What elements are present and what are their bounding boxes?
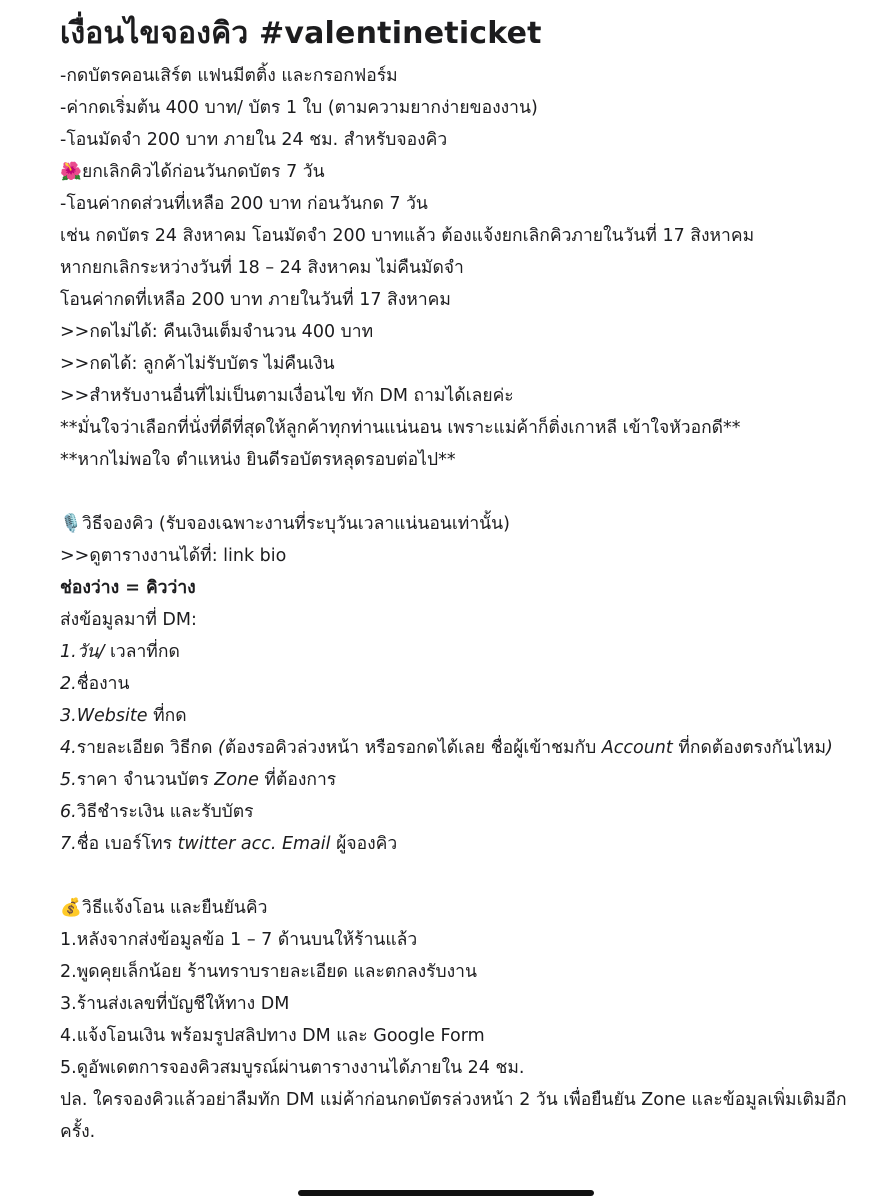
cancel-line: >>สำหรับงานอื่นที่ไม่เป็นตามเงื่อนไข ทัก DM ถามได้เลยค่ะ <box>60 386 514 406</box>
booking-item-text: เวลาที่กด <box>109 642 180 662</box>
microphone-icon: 🎙️ <box>60 514 82 534</box>
cancel-line: **มั่นใจว่าเลือกที่นั่งที่ดีที่สุดให้ลูกค้าทุกท่านแน่นอน เพราะแม่ค้าก็ติ่งเกาหลี เข้าใจหัวอกดี** <box>60 418 741 438</box>
booking-item <box>60 668 853 700</box>
cancel-line: หากยกเลิกระหว่างวันที่ 18 – 24 สิงหาคม ไม่คืนมัดจำ <box>60 258 464 278</box>
booking-item-text: ที่กดต้องตรงกันไหม <box>672 738 826 758</box>
cancel-heading: ยกเลิกคิวได้ก่อนวันกดบัตร 7 วัน <box>82 162 325 182</box>
booking-item-text: ราคา จำนวนบัตร <box>76 770 215 790</box>
booking-heading-line <box>60 508 853 540</box>
booking-item-number: 6. <box>60 802 77 822</box>
booking-item-text: Website <box>76 706 148 726</box>
send-info-line: ส่งข้อมูลมาที่ DM: <box>60 610 197 630</box>
blank-line <box>60 860 853 892</box>
payment-heading: วิธีแจ้งโอน และยืนยันคิว <box>82 898 268 918</box>
cancel-line: **หากไม่พอใจ ตำแหน่ง ยินดีรอบัตรหลุดรอบต่อไป** <box>60 450 456 470</box>
booking-item-text: ที่ต้องการ <box>258 770 337 790</box>
booking-item-text: วัน/ <box>76 642 110 662</box>
payment-step: 2.พูดคุยเล็กน้อย ร้านทราบรายละเอียด และตกลงรับงาน <box>60 962 477 982</box>
cancel-line: >>กดได้: ลูกค้าไม่รับบัตร ไม่คืนเงิน <box>60 354 335 374</box>
schedule-link-line: >>ดูตารางงานได้ที่: link bio <box>60 546 287 566</box>
booking-item <box>60 828 853 860</box>
cancel-heading-line <box>60 156 853 188</box>
slot-rule: ช่องว่าง = คิวว่าง <box>60 578 196 598</box>
booking-item <box>60 796 853 828</box>
booking-heading: วิธีจองคิว (รับจองเฉพาะงานที่ระบุวันเวลาแน่นอนเท่านั้น) <box>82 514 510 534</box>
booking-item-number: 4. <box>60 738 77 758</box>
rule-line: -โอนมัดจำ 200 บาท ภายใน 24 ชม. สำหรับจองคิว <box>60 130 448 150</box>
money-bag-icon: 💰 <box>60 898 82 918</box>
payment-step: 5.ดูอัพเดตการจองคิวสมบูรณ์ผ่านตารางงานได้ภายใน 24 ชม. <box>60 1058 525 1078</box>
booking-item-text: twitter acc. Email <box>177 834 331 854</box>
booking-item <box>60 764 853 796</box>
booking-item-text: ที่กด <box>147 706 187 726</box>
payment-step: 3.ร้านส่งเลขที่บัญชีให้ทาง DM <box>60 994 290 1014</box>
booking-item-text: Account <box>601 738 673 758</box>
booking-item <box>60 700 853 732</box>
payment-step: 4.แจ้งโอนเงิน พร้อมรูปสลิปทาง DM และ Google Form <box>60 1026 485 1046</box>
booking-item-number: 5. <box>60 770 77 790</box>
home-indicator[interactable] <box>298 1190 594 1196</box>
booking-item-number: 7. <box>60 834 77 854</box>
booking-item-number: 3. <box>60 706 77 726</box>
blank-line <box>60 476 853 508</box>
booking-item-text: ( <box>218 738 225 758</box>
booking-item-text: ชื่องาน <box>76 674 130 694</box>
rule-line: -กดบัตรคอนเสิร์ต แฟนมีตติ้ง และกรอกฟอร์ม <box>60 66 398 86</box>
booking-item <box>60 636 853 668</box>
cancel-line: เช่น กดบัตร 24 สิงหาคม โอนมัดจำ 200 บาทแล้ว ต้องแจ้งยกเลิกคิวภายในวันที่ 17 สิงหาคม <box>60 226 755 246</box>
note-title: เงื่อนไขจองคิว #valentineticket <box>60 16 542 51</box>
cancel-line: โอนค่ากดที่เหลือ 200 บาท ภายในวันที่ 17 สิงหาคม <box>60 290 451 310</box>
hibiscus-icon: 🌺 <box>60 162 82 182</box>
booking-item-number: 1. <box>60 642 77 662</box>
booking-item-text: ) <box>826 738 833 758</box>
booking-item-number: 2. <box>60 674 77 694</box>
payment-step: 1.หลังจากส่งข้อมูลข้อ 1 – 7 ด้านบนให้ร้านแล้ว <box>60 930 418 950</box>
cancel-line: >>กดไม่ได้: คืนเงินเต็มจำนวน 400 บาท <box>60 322 374 342</box>
booking-item-text: Zone <box>214 770 259 790</box>
rule-line: -ค่ากดเริ่มต้น 400 บาท/ บัตร 1 ใบ (ตามความยากง่ายของงาน) <box>60 98 538 118</box>
booking-item-list <box>60 636 853 860</box>
booking-item-text: ชื่อ เบอร์โทร <box>76 834 178 854</box>
ps-note: ปล. ใครจองคิวแล้วอย่าลืมทัก DM แม่ค้าก่อนกดบัตรล่วงหน้า 2 วัน เพื่อยืนยัน Zone และข้อมูลเพิ่มเติมอีกครั้ง. <box>60 1090 847 1142</box>
booking-item-text: ต้องรอคิวล่วงหน้า หรือรอกดได้เลย ชื่อผู้เข้าชมกับ <box>224 738 602 758</box>
booking-item-text: รายละเอียด วิธีกด <box>76 738 219 758</box>
payment-heading-line <box>60 892 853 924</box>
booking-item <box>60 732 853 764</box>
booking-item-text: วิธีชำระเงิน และรับบัตร <box>76 802 254 822</box>
booking-item-text: ผู้จองคิว <box>330 834 398 854</box>
cancel-line: -โอนค่ากดส่วนที่เหลือ 200 บาท ก่อนวันกด 7 วัน <box>60 194 428 214</box>
